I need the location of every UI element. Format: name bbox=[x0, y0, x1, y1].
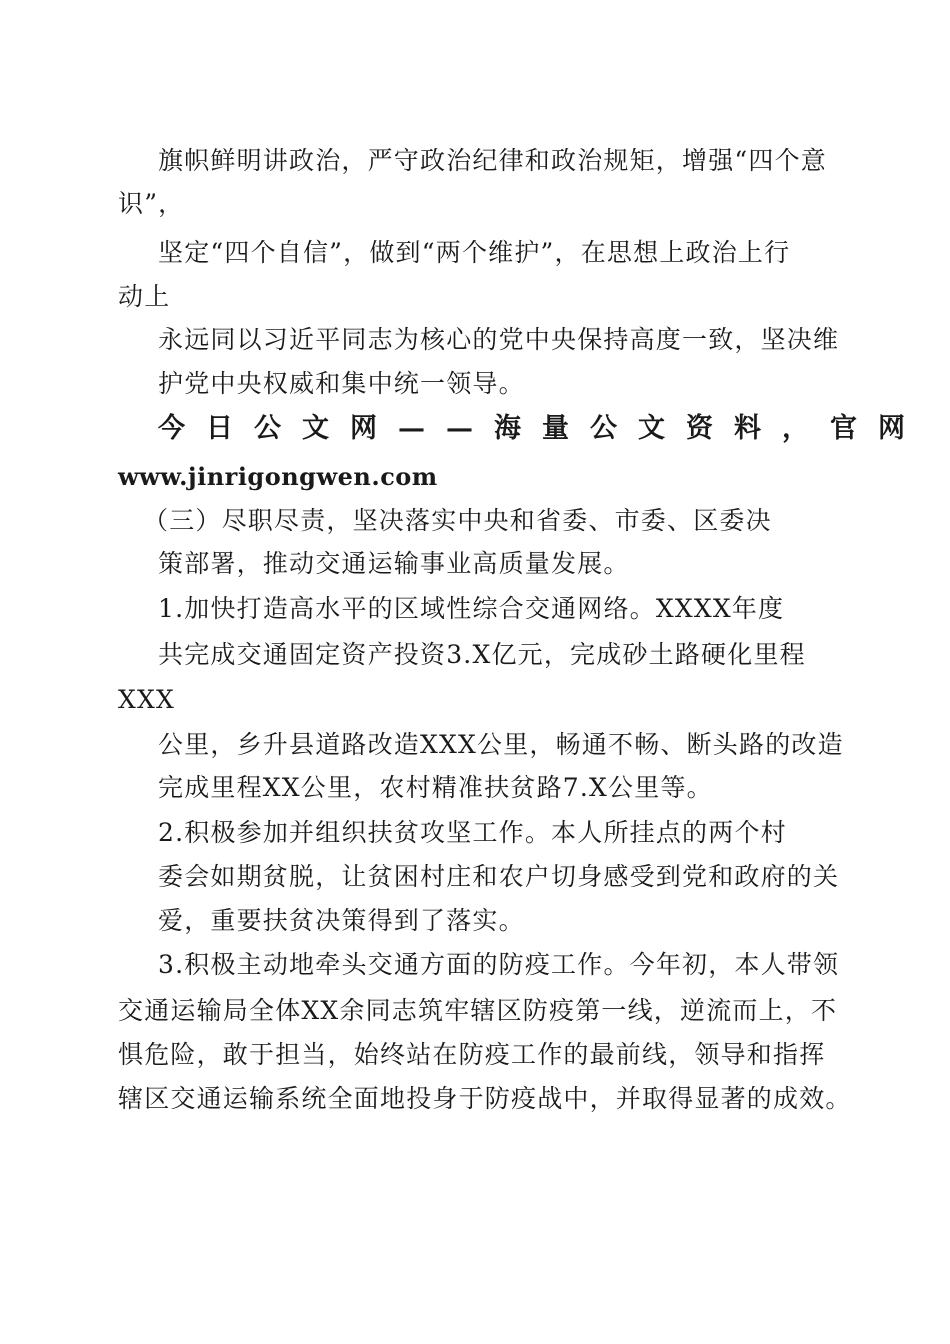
paragraph-line: 永远同以习近平同志为核心的党中央保持高度一致，坚决维 bbox=[158, 325, 840, 354]
paragraph-line: 交通运输局全体XX余同志筑牢辖区防疫第一线，逆流而上，不 bbox=[118, 996, 838, 1025]
watermark-banner: 今日公文网——海量公文资料，官网 bbox=[158, 413, 926, 444]
paragraph-line: 委会如期贫脱，让贫困村庄和农户切身感受到党和政府的关 bbox=[158, 862, 840, 891]
paragraph-line: XXX bbox=[118, 685, 175, 714]
paragraph-line: 共完成交通固定资产投资3.X亿元，完成砂土路硬化里程 bbox=[158, 640, 806, 669]
paragraph-line: 识”， bbox=[118, 189, 185, 218]
paragraph-line: 惧危险，敢于担当，始终站在防疫工作的最前线，领导和指挥 bbox=[118, 1040, 826, 1069]
paragraph-line: 公里，乡升县道路改造XXX公里，畅通不畅、断头路的改造 bbox=[158, 730, 844, 759]
paragraph-line: 完成里程XX公里，农村精准扶贫路7.X公里等。 bbox=[158, 773, 713, 802]
paragraph-line: 爱，重要扶贫决策得到了落实。 bbox=[158, 906, 525, 935]
paragraph-line: 策部署，推动交通运输事业高质量发展。 bbox=[158, 549, 630, 578]
watermark-url: www.jinrigongwen.com bbox=[118, 462, 438, 491]
paragraph-line: 动上 bbox=[118, 282, 171, 311]
paragraph-line: 3.积极主动地牵头交通方面的防疫工作。今年初，本人带领 bbox=[158, 950, 840, 979]
paragraph-line: 旗帜鲜明讲政治，严守政治纪律和政治规矩，增强“四个意 bbox=[158, 146, 827, 175]
paragraph-line: 辖区交通运输系统全面地投身于防疫战中，并取得显著的成效。 bbox=[118, 1084, 852, 1113]
paragraph-line: 坚定“四个自信”，做到“两个维护”，在思想上政治上行 bbox=[158, 238, 791, 267]
paragraph-line: 2.积极参加并组织扶贫攻坚工作。本人所挂点的两个村 bbox=[158, 818, 787, 847]
paragraph-line: 护党中央权威和集中统一领导。 bbox=[158, 369, 525, 398]
paragraph-line: 1.加快打造高水平的区域性综合交通网络。XXXX年度 bbox=[158, 594, 785, 623]
section-heading: （三）尽职尽责，坚决落实中央和省委、市委、区委决 bbox=[143, 506, 772, 535]
